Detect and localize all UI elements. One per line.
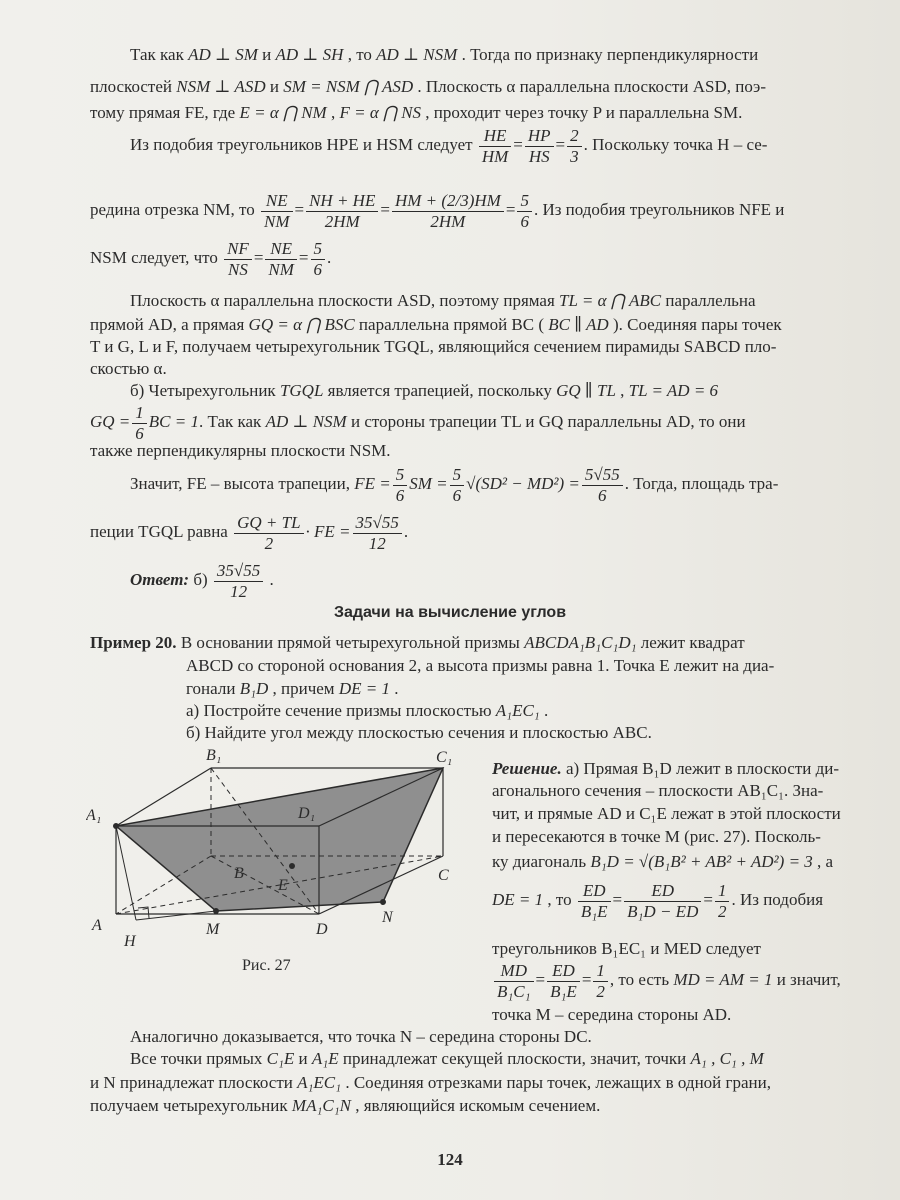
label-b: B: [234, 865, 244, 882]
text-line-formula: пеции TGQL равна $\frac{GQ + TL}{2}$ · FE = $\frac{35√55}{12}$ .: [90, 512, 409, 553]
text-line-formula: Из подобия треугольников HPE и HSM следует $\frac{HE}{HM}$ = $\frac{HP}{HS}$ = $\frac{2}{3}$ . Поскольку точка H – се-: [130, 125, 768, 166]
fraction: $\frac{NF}{NS}$: [224, 239, 252, 280]
text-line: агонального сечения – плоскости AB₁C₁. Зна-: [492, 781, 824, 800]
fraction: $\frac{ED}{\text{B₁E}}$: [578, 881, 611, 922]
fraction: $\frac{HE}{HM}$: [479, 126, 511, 167]
answer-line: Ответ: б) $\frac{35√55}{12}$ .: [130, 560, 274, 601]
fraction: $\frac{5√55}{6}$: [582, 465, 623, 506]
text-line-formula: Значит, FE – высота трапеции, FE = $\frac{5}{6}$ SM = $\frac{5}{6}$ √(SD² − MD²) = $\frac{5√55}{6}$ . Тогда, площадь тра-: [130, 464, 779, 505]
text-line: треугольников B₁EC₁ и MED следует: [492, 939, 761, 958]
fraction: $\frac{5}{6}$: [517, 191, 532, 232]
text-line: гонали B₁D , причем DE = 1 .: [186, 679, 399, 698]
text-line: ABCD со стороной основания 2, а высота призмы равна 1. Точка E лежит на диа-: [186, 656, 775, 675]
text-line: скостью α.: [90, 359, 167, 378]
point-m: [213, 908, 219, 914]
text-line: тому прямая FE, где E = α ⋂ NM , F = α ⋂ NS , проходит через точку P и параллельна SM.: [90, 103, 743, 122]
text-line: и N принадлежат плоскости A₁EC₁ . Соединяя отрезками пары точек, лежащих в одной грани,: [90, 1073, 771, 1092]
text-line: T и G, L и F, получаем четырехугольник TGQL, являющийся сечением пирамиды SABCD пло-: [90, 337, 777, 356]
fraction: $\frac{MD}{\text{B₁C₁}}$: [494, 961, 534, 1002]
label-m: M: [206, 921, 220, 938]
fraction: $\frac{HP}{HS}$: [525, 126, 554, 167]
text-line: Аналогично доказывается, что точка N – середина стороны DC.: [130, 1027, 592, 1046]
point-n: [380, 899, 386, 905]
fraction: $\frac{1}{6}$: [132, 403, 147, 444]
fraction: $\frac{NE}{NM}$: [265, 239, 297, 280]
text-line-formula: $\frac{MD}{\text{B₁C₁}}$ = $\frac{ED}{\text{B₁E}}$ = $\frac{1}{2}$ , то есть MD = AM = 1 и значит,: [492, 958, 894, 1004]
fraction: $\frac{NE}{NM}$: [261, 191, 293, 232]
fraction: $\frac{ED}{\text{B₁E}}$: [547, 961, 580, 1002]
label-a: A: [92, 917, 102, 934]
fraction: $\frac{5}{6}$: [450, 465, 465, 506]
label-d1: D₁: [298, 805, 316, 822]
fraction: $\frac{GQ + TL}{2}$: [234, 513, 303, 554]
prism-figure: [86, 748, 476, 958]
page-number: 124: [437, 1150, 463, 1169]
label-c1: C₁: [436, 749, 453, 766]
fraction: $\frac{35√55}{12}$: [353, 513, 402, 554]
text-line: прямой AD, а прямая GQ = α ⋂ BSC параллельна прямой BC ( BC ∥ AD ). Соединяя пары точек: [90, 315, 782, 334]
text-line: Решение. а) Прямая B₁D лежит в плоскости ди-: [492, 759, 839, 778]
label-n: N: [382, 909, 393, 926]
fraction: $\frac{5}{6}$: [393, 465, 408, 506]
text-line: ку диагональ B₁D = √(B₁B² + AB² + AD²) = 3 , а: [492, 852, 834, 871]
figure-caption: Рис. 27: [242, 957, 291, 974]
text-line: точка M – середина стороны AD.: [492, 1005, 732, 1024]
text-line: Пример 20. В основании прямой четырехугольной призмы ABCDA₁B₁C₁D₁ лежит квадрат: [90, 633, 745, 652]
text-line-formula: DE = 1 , то $\frac{ED}{\text{B₁E}}$ = $\frac{ED}{\text{B₁D − ED}}$ = $\frac{1}{2}$ . Из подобия: [492, 880, 824, 921]
text-line: получаем четырехугольник MA₁C₁N , являющийся искомым сечением.: [90, 1096, 601, 1115]
fraction: $\frac{NH + HE}{2HM}$: [306, 191, 378, 232]
text-line: также перпендикулярны плоскости NSM.: [90, 441, 391, 460]
text-line-formula: NSM следует, что $\frac{NF}{NS}$ = $\frac{NE}{NM}$ = $\frac{5}{6}$ .: [90, 238, 332, 279]
text-line: Так как AD ⊥ SM и AD ⊥ SH , то AD ⊥ NSM . Тогда по признаку перпендикулярности: [130, 45, 759, 64]
text-line: Все точки прямых C₁E и A₁E принадлежат секущей плоскости, значит, точки A₁ , C₁ , M: [130, 1049, 764, 1068]
label-e: E: [278, 877, 288, 894]
fraction: $\frac{ED}{\text{B₁D − ED}}$: [624, 881, 701, 922]
fraction: $\frac{HM + (2/3)HM}{2HM}$: [392, 191, 504, 232]
point-a1: [113, 823, 119, 829]
label-b1: B₁: [206, 748, 222, 764]
label-d: D: [316, 921, 328, 938]
text-line-formula: редина отрезка NM, то $\frac{NE}{NM}$ = $\frac{NH + HE}{2HM}$ = $\frac{HM + (2/3)HM}{2HM}$ = $\frac{5}{6}$ . Из подобия треугольников NFE и: [90, 190, 785, 231]
text-line: а) Постройте сечение призмы плоскостью A₁EC₁ .: [186, 701, 549, 720]
label-h: H: [124, 933, 136, 950]
fraction: $\frac{1}{2}$: [715, 881, 730, 922]
text-line: чит, и прямые AD и C₁E лежат в этой плоскости: [492, 804, 841, 823]
text-line: плоскостей NSM ⊥ ASD и SM = NSM ⋂ ASD . Плоскость α параллельна плоскости ASD, поэ-: [90, 77, 767, 96]
text-line-formula: GQ = $\frac{1}{6}$ BC = 1. Так как AD ⊥ NSM и стороны трапеции TL и GQ параллельны AD, то они: [90, 402, 746, 443]
label-c: C: [438, 867, 449, 884]
text-line: и пересекаются в точке M (рис. 27). Посколь-: [492, 827, 821, 846]
text-line: б) Четырехугольник TGQL является трапецией, поскольку GQ ∥ TL , TL = AD = 6: [130, 381, 719, 400]
fraction: $\frac{1}{2}$: [593, 961, 608, 1002]
label-a1: A₁: [86, 807, 102, 824]
fraction: $\frac{5}{6}$: [311, 239, 326, 280]
fraction: $\frac{2}{3}$: [567, 126, 582, 167]
section-heading: Задачи на вычисление углов: [333, 604, 567, 621]
text-line: б) Найдите угол между плоскостью сечения и плоскостью ABC.: [186, 723, 652, 742]
point-e: [289, 863, 295, 869]
text-line: Плоскость α параллельна плоскости ASD, поэтому прямая TL = α ⋂ ABC параллельна: [130, 291, 756, 310]
fraction: $\frac{35√55}{12}$: [214, 561, 263, 602]
